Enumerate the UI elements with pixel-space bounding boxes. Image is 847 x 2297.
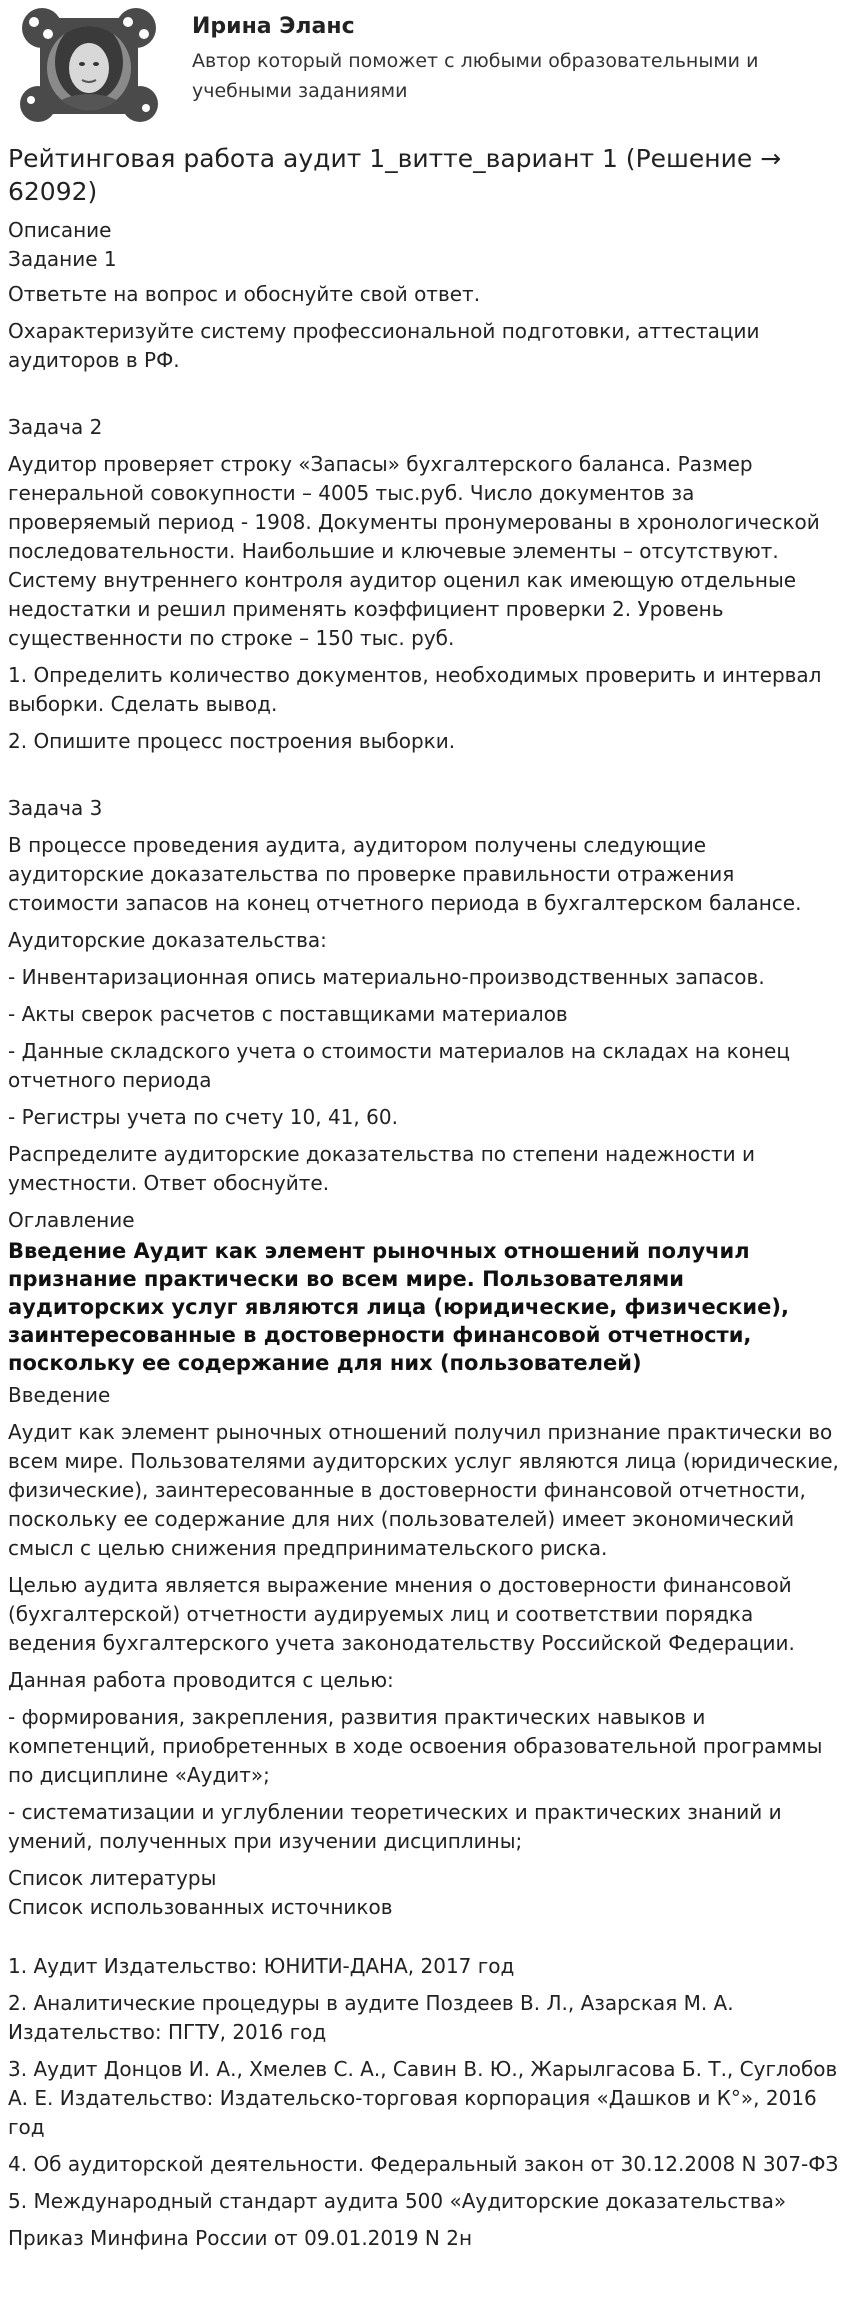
- source-item: 2. Аналитические процедуры в аудите Поздеев В. Л., Азарская М. А. Издательство: ПГТУ, 2016 год: [8, 1991, 734, 2044]
- literature-label: Список литературы: [8, 1866, 217, 1890]
- author-description: Автор который поможет с любыми образовательными и учебными заданиями: [192, 50, 759, 102]
- document-title: Рейтинговая работа аудит 1_витте_вариант 1 (Решение → 62092): [8, 144, 782, 206]
- source-item: 1. Аудит Издательство: ЮНИТИ-ДАНА, 2017 год: [8, 1954, 515, 1978]
- intro-paragraph: - формирования, закрепления, развития практических навыков и компетенций, приобретенных в ходе освоения образовательной программы по дисциплине «Аудит»;: [8, 1705, 823, 1787]
- contents-label: Оглавление: [8, 1208, 135, 1232]
- task3-paragraph: В процессе проведения аудита, аудитором получены следующие аудиторские доказательства по проверке правильности отражения стоимости запасов на конец отчетного периода в бухгалтерском балансе.: [8, 833, 802, 915]
- toc-heading: Введение Аудит как элемент рыночных отношений получил признание практически во всем мире. Пользователями аудиторских услуг являются лица (юридические, физические), заинтересованные в достоверности финансовой отчетности, поскольку ее содержание для них (пользователей): [8, 1239, 789, 1375]
- evidence-item: - Инвентаризационная опись материально-производственных запасов.: [8, 965, 765, 989]
- evidence-item: - Акты сверок расчетов с поставщиками материалов: [8, 1002, 568, 1026]
- intro-paragraph: Аудит как элемент рыночных отношений получил признание практически во всем мире. Пользователями аудиторских услуг являются лица (юридические, физические), заинтересованные в достоверности финансовой отчетности, поскольку ее содержание для них (пользователей) имеет экономический смысл с целью снижения предпринимательского риска.: [8, 1420, 839, 1560]
- author-avatar[interactable]: [16, 4, 162, 128]
- evidence-item: - Регистры учета по счету 10, 41, 60.: [8, 1105, 398, 1129]
- task3-heading: Задача 3: [8, 796, 103, 820]
- task2-heading: Задача 2: [8, 415, 103, 439]
- task1-paragraph: Охарактеризуйте систему профессиональной подготовки, аттестации аудиторов в РФ.: [8, 319, 760, 372]
- author-name[interactable]: Ирина Эланс: [192, 14, 355, 39]
- sources-heading: Список использованных источников: [8, 1895, 393, 1919]
- intro-paragraph: Целью аудита является выражение мнения о достоверности финансовой (бухгалтерской) отчетности аудируемых лиц и соответствии порядка ведения бухгалтерского учета законодательству Российской Федерации.: [8, 1573, 795, 1655]
- author-card: [8, 0, 839, 132]
- task1-paragraph: Ответьте на вопрос и обоснуйте свой ответ.: [8, 282, 481, 306]
- source-item: 4. Об аудиторской деятельности. Федеральный закон от 30.12.2008 N 307-ФЗ: [8, 2152, 839, 2176]
- task1-heading: Задание 1: [8, 247, 117, 271]
- intro-paragraph: Данная работа проводится с целью:: [8, 1668, 394, 1692]
- intro-paragraph: - систематизации и углублении теоретических и практических знаний и умений, полученных при изучении дисциплины;: [8, 1800, 782, 1853]
- task2-paragraph: 1. Определить количество документов, необходимых проверить и интервал выборки. Сделать вывод.: [8, 663, 822, 716]
- task2-paragraph: Аудитор проверяет строку «Запасы» бухгалтерского баланса. Размер генеральной совокупности – 4005 тыс.руб. Число документов за проверяемый период - 1908. Документы пронумерованы в хронологической последовательности. Наибольшие и ключевые элементы – отсутствуют. Систему внутреннего контроля аудитор оценил как имеющую отдельные недостатки и решил применять коэффициент проверки 2. Уровень существенности по строке – 150 тыс. руб.: [8, 452, 820, 650]
- description-label: Описание: [8, 218, 112, 242]
- source-last-line: Приказ Минфина России от 09.01.2019 N 2н: [8, 2226, 473, 2250]
- source-item: 3. Аудит Донцов И. А., Хмелев С. А., Савин В. Ю., Жарылгасова Б. Т., Суглобов А. Е. Издательство: Издательско-торговая корпорация «Дашков и К°», 2016 год: [8, 2057, 838, 2139]
- source-item: 5. Международный стандарт аудита 500 «Аудиторские доказательства»: [8, 2189, 787, 2213]
- evidence-item: - Данные складского учета о стоимости материалов на складах на конец отчетного периода: [8, 1039, 790, 1092]
- task3-paragraph: Распределите аудиторские доказательства по степени надежности и уместности. Ответ обоснуйте.: [8, 1142, 755, 1195]
- task2-paragraph: 2. Опишите процесс построения выборки.: [8, 729, 456, 753]
- intro-heading: Введение: [8, 1383, 111, 1407]
- task3-paragraph: Аудиторские доказательства:: [8, 928, 327, 952]
